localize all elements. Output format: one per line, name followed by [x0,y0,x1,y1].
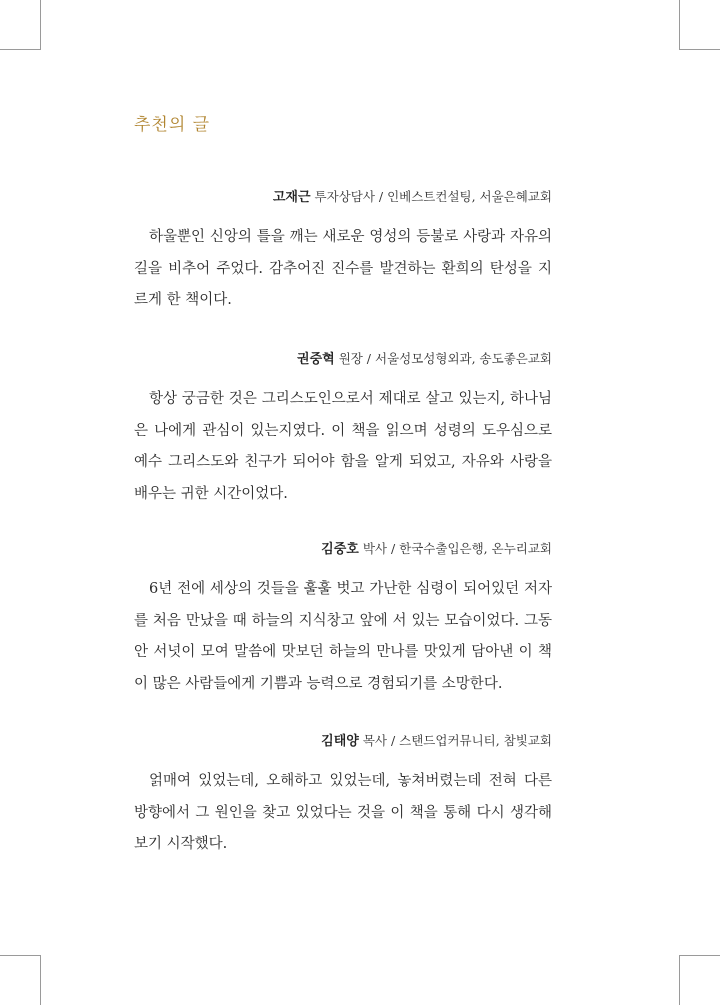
endorsement [134,540,552,700]
crop-mark-top-right-vertical [679,0,680,50]
endorser-name: 김중호 [321,542,359,557]
endorsement-text: 항상 궁금한 것은 그리스도인으로서 제대로 살고 있는지, 하나님은 나에게 관심이 있는지였다. 이 책을 읽으며 성령의 도우심으로 예수 그리스도와 친구가 되어야 함을 알게 되었고, 자유와 사랑을 배우는 귀한 시간이었다. [134,391,552,502]
page-heading: 추천의 글 [134,115,211,135]
endorsement [134,188,552,317]
endorsement [134,350,552,510]
endorser-name: 김태양 [321,734,359,749]
endorser-detail: 목사 / 스탠드업커뮤니티, 참빛교회 [362,733,552,748]
endorser-detail: 박사 / 한국수출입은행, 온누리교회 [362,541,552,556]
crop-mark-top-left-vertical [40,0,41,50]
endorsement-text: 6년 전에 세상의 것들을 훌훌 벗고 가난한 심령이 되어있던 저자를 처음 만났을 때 하늘의 지식창고 앞에 서 있는 모습이었다. 그동안 서넛이 모여 말씀에 맛보던 하늘의 만나를 맛있게 담아낸 이 책이 많은 사람들에게 기쁨과 능력으로 경험되기를 소망한다. [134,581,552,692]
endorser-detail: 원장 / 서울성모성형외과, 송도좋은교회 [338,351,552,366]
endorser-name: 권중혁 [297,352,335,367]
endorsement-attribution [134,540,552,559]
crop-mark-bottom-left-horizontal [0,955,41,956]
crop-mark-top-right-horizontal [679,49,720,50]
endorsement-attribution [134,188,552,207]
endorser-detail: 투자상담사 / 인베스트컨설팅, 서울은혜교회 [314,189,552,204]
crop-mark-top-left-horizontal [0,49,41,50]
endorser-name: 고재근 [272,190,311,205]
endorsement-text: 하울뿐인 신앙의 틀을 깨는 새로운 영성의 등불로 사랑과 자유의 길을 비추어 주었다. 감추어진 진수를 발견하는 환희의 탄성을 지르게 한 책이다. [134,229,552,308]
endorsement-attribution [134,732,552,751]
endorsement-text: 얽매여 있었는데, 오해하고 있었는데, 놓쳐버렸는데 전혀 다른 방향에서 그 원인을 찾고 있었다는 것을 이 책을 통해 다시 생각해 보기 시작했다. [134,773,552,852]
crop-mark-bottom-left-vertical [40,955,41,1005]
crop-mark-bottom-right-horizontal [679,955,720,956]
endorsement [134,732,552,861]
endorsement-attribution [134,350,552,369]
crop-mark-bottom-right-vertical [679,955,680,1005]
